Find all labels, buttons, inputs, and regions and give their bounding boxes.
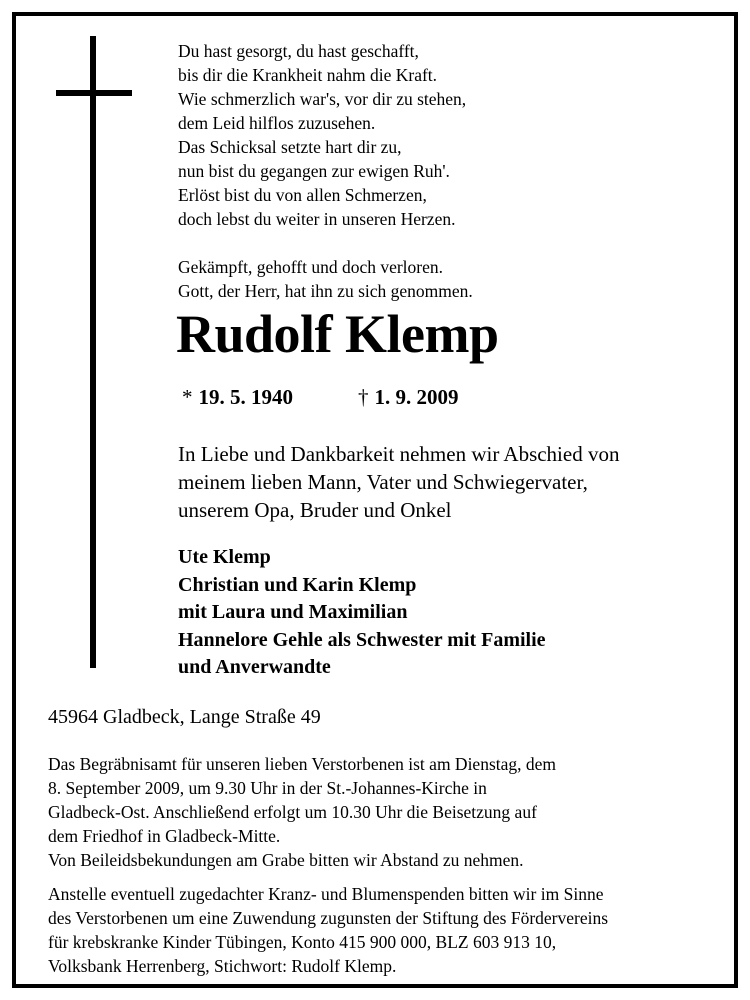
funeral-line: Von Beileidsbekundungen am Grabe bitten wir Abstand zu nehmen. xyxy=(48,850,524,870)
mourner-entry: Ute Klemp xyxy=(178,546,271,568)
donation-line: Volksbank Herrenberg, Stichwort: Rudolf Klemp. xyxy=(48,956,397,976)
mourner-entry: Christian und Karin Klemp xyxy=(178,573,417,596)
poem-line: Du hast gesorgt, du hast geschafft, xyxy=(178,41,419,61)
donation-line: Anstelle eventuell zugedachter Kranz- und Blumenspenden bitten wir im Sinne xyxy=(48,884,604,904)
poem-line: Gott, der Herr, hat ihn zu sich genommen. xyxy=(178,281,473,301)
poem-line: bis dir die Krankheit nahm die Kraft. xyxy=(178,65,438,85)
donation-line: des Verstorbenen um eine Zuwendung zugunsten der Stiftung des Fördervereins xyxy=(48,908,609,928)
mourner-entry: und Anverwandte xyxy=(178,656,331,678)
poem-line: Das Schicksal setzte hart dir zu, xyxy=(178,137,402,157)
poem-line: Wie schmerzlich war's, vor dir zu stehen, xyxy=(178,89,467,109)
star-icon: * xyxy=(182,385,193,409)
death-date: 1. 9. 2009 xyxy=(374,385,459,409)
poem-stanza-1 xyxy=(178,39,473,231)
family-address: 45964 Gladbeck, Lange Straße 49 xyxy=(48,706,321,728)
poem xyxy=(178,39,473,327)
poem-line: dem Leid hilflos zuzusehen. xyxy=(178,113,376,133)
funeral-line: 8. September 2009, um 9.30 Uhr in der St.-Johannes-Kirche in xyxy=(48,778,487,798)
funeral-line: dem Friedhof in Gladbeck-Mitte. xyxy=(48,826,281,846)
dagger-icon: † xyxy=(358,385,369,409)
funeral-line: Gladbeck-Ost. Anschließend erfolgt um 10.30 Uhr die Beisetzung auf xyxy=(48,802,537,822)
obituary-notice xyxy=(12,12,738,988)
poem-line: nun bist du gegangen zur ewigen Ruh'. xyxy=(178,161,450,181)
deceased-name: Rudolf Klemp xyxy=(176,304,499,364)
mourner-entry: Hannelore Gehle als Schwester mit Familie xyxy=(178,628,546,651)
donation-request xyxy=(48,882,608,978)
poem-line: Erlöst bist du von allen Schmerzen, xyxy=(178,185,427,205)
farewell-line: unserem Opa, Bruder und Onkel xyxy=(178,498,452,522)
donation-line: für krebskranke Kinder Tübingen, Konto 415 900 000, BLZ 603 913 10, xyxy=(48,932,557,952)
cross-icon xyxy=(90,36,96,668)
poem-stanza-2 xyxy=(178,255,473,303)
poem-line: doch lebst du weiter in unseren Herzen. xyxy=(178,209,456,229)
farewell-line: In Liebe und Dankbarkeit nehmen wir Abschied von xyxy=(178,442,620,466)
funeral-line: Das Begräbnisamt für unseren lieben Verstorbenen ist am Dienstag, dem xyxy=(48,754,557,774)
death-date-group xyxy=(358,384,459,410)
farewell-text xyxy=(178,440,619,524)
farewell-line: meinem lieben Mann, Vater und Schwiegervater, xyxy=(178,470,588,494)
poem-line: Gekämpft, gehofft und doch verloren. xyxy=(178,257,444,277)
cross-icon-crossbar xyxy=(56,90,132,96)
birth-date-group xyxy=(182,384,293,410)
funeral-details xyxy=(48,752,556,872)
birth-date: 19. 5. 1940 xyxy=(198,385,293,409)
mourners-list xyxy=(178,544,546,682)
mourner-entry: mit Laura und Maximilian xyxy=(178,601,408,623)
